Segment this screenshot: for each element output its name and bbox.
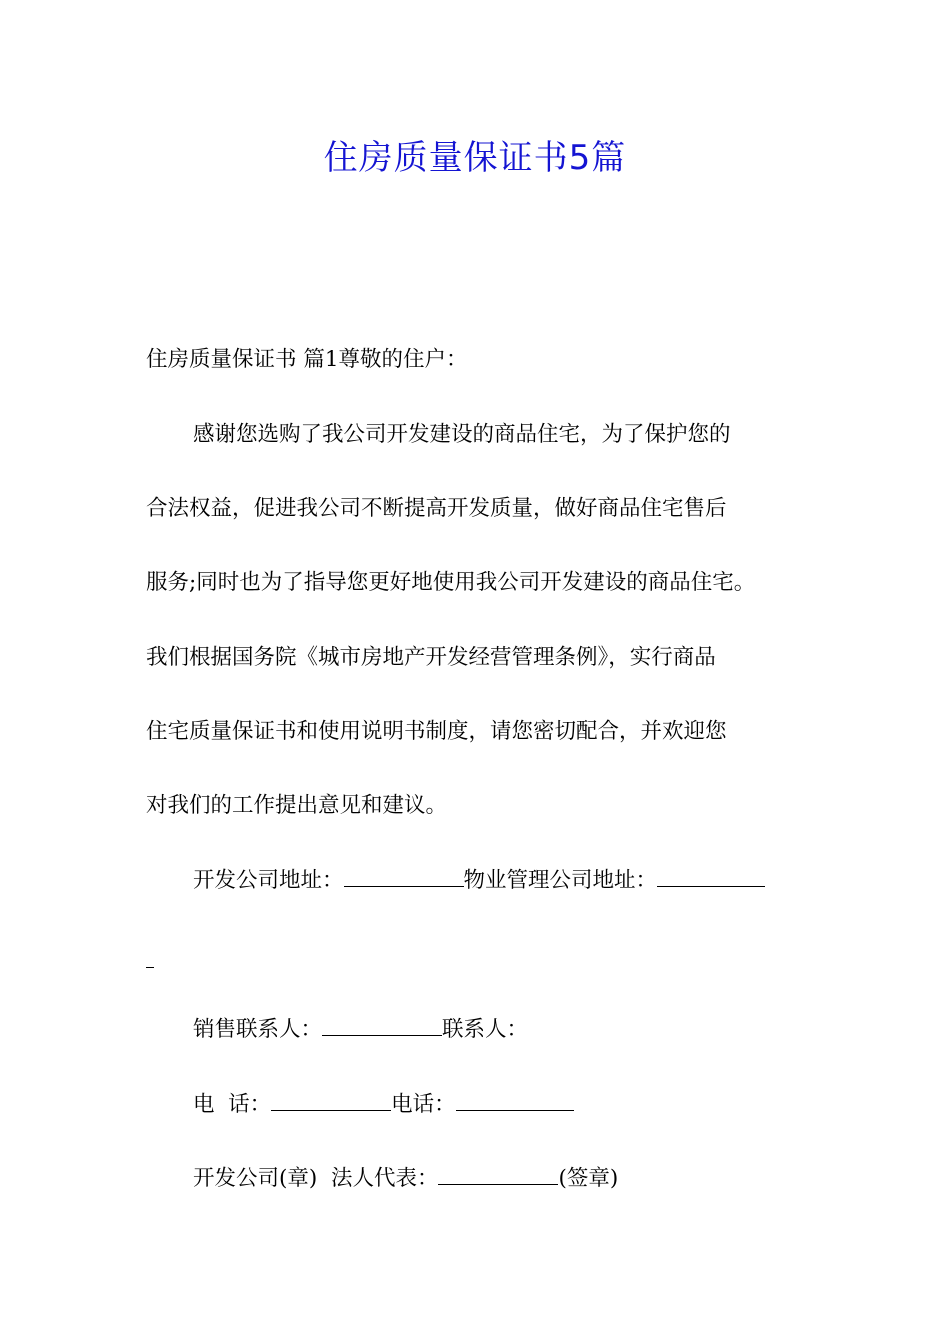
signature-label: (签章) bbox=[558, 1166, 619, 1191]
dev-address-label: 开发公司地址： bbox=[193, 868, 344, 893]
address-blank-continuation bbox=[146, 967, 154, 968]
paragraph-line: 服务;同时也为了指导您更好地使用我公司开发建设的商品住宅。 bbox=[146, 570, 756, 595]
paragraph-line: 合法权益，促进我公司不断提高开发质量，做好商品住宅售后 bbox=[146, 496, 727, 521]
dev-address-blank bbox=[344, 866, 464, 887]
document-title: 住房质量保证书5篇 bbox=[323, 138, 627, 178]
address-line bbox=[193, 866, 765, 896]
phone-label-2: 电话： bbox=[391, 1092, 456, 1117]
phone-line bbox=[193, 1090, 574, 1120]
phone-label-1: 电 话： bbox=[193, 1092, 272, 1117]
property-address-label: 物业管理公司地址： bbox=[463, 868, 658, 893]
contact-line bbox=[193, 1015, 528, 1045]
legal-rep-blank bbox=[438, 1164, 558, 1185]
contact-label: 联系人： bbox=[442, 1017, 529, 1042]
dev-company-seal-label: 开发公司(章) 法人代表： bbox=[193, 1166, 439, 1191]
sales-contact-blank bbox=[322, 1015, 442, 1036]
paragraph-line: 对我们的工作提出意见和建议。 bbox=[146, 793, 448, 818]
seal-line bbox=[193, 1164, 618, 1194]
heading-line: 住房质量保证书 篇1尊敬的住户： bbox=[146, 347, 468, 372]
paragraph-line: 感谢您选购了我公司开发建设的商品住宅，为了保护您的 bbox=[193, 422, 731, 447]
paragraph-line: 住宅质量保证书和使用说明书制度，请您密切配合，并欢迎您 bbox=[146, 719, 727, 744]
property-address-blank bbox=[657, 866, 765, 887]
paragraph-line: 我们根据国务院《城市房地产开发经营管理条例》，实行商品 bbox=[146, 645, 716, 670]
phone-blank-1 bbox=[271, 1090, 391, 1111]
phone-blank-2 bbox=[456, 1090, 574, 1111]
sales-contact-label: 销售联系人： bbox=[193, 1017, 323, 1042]
